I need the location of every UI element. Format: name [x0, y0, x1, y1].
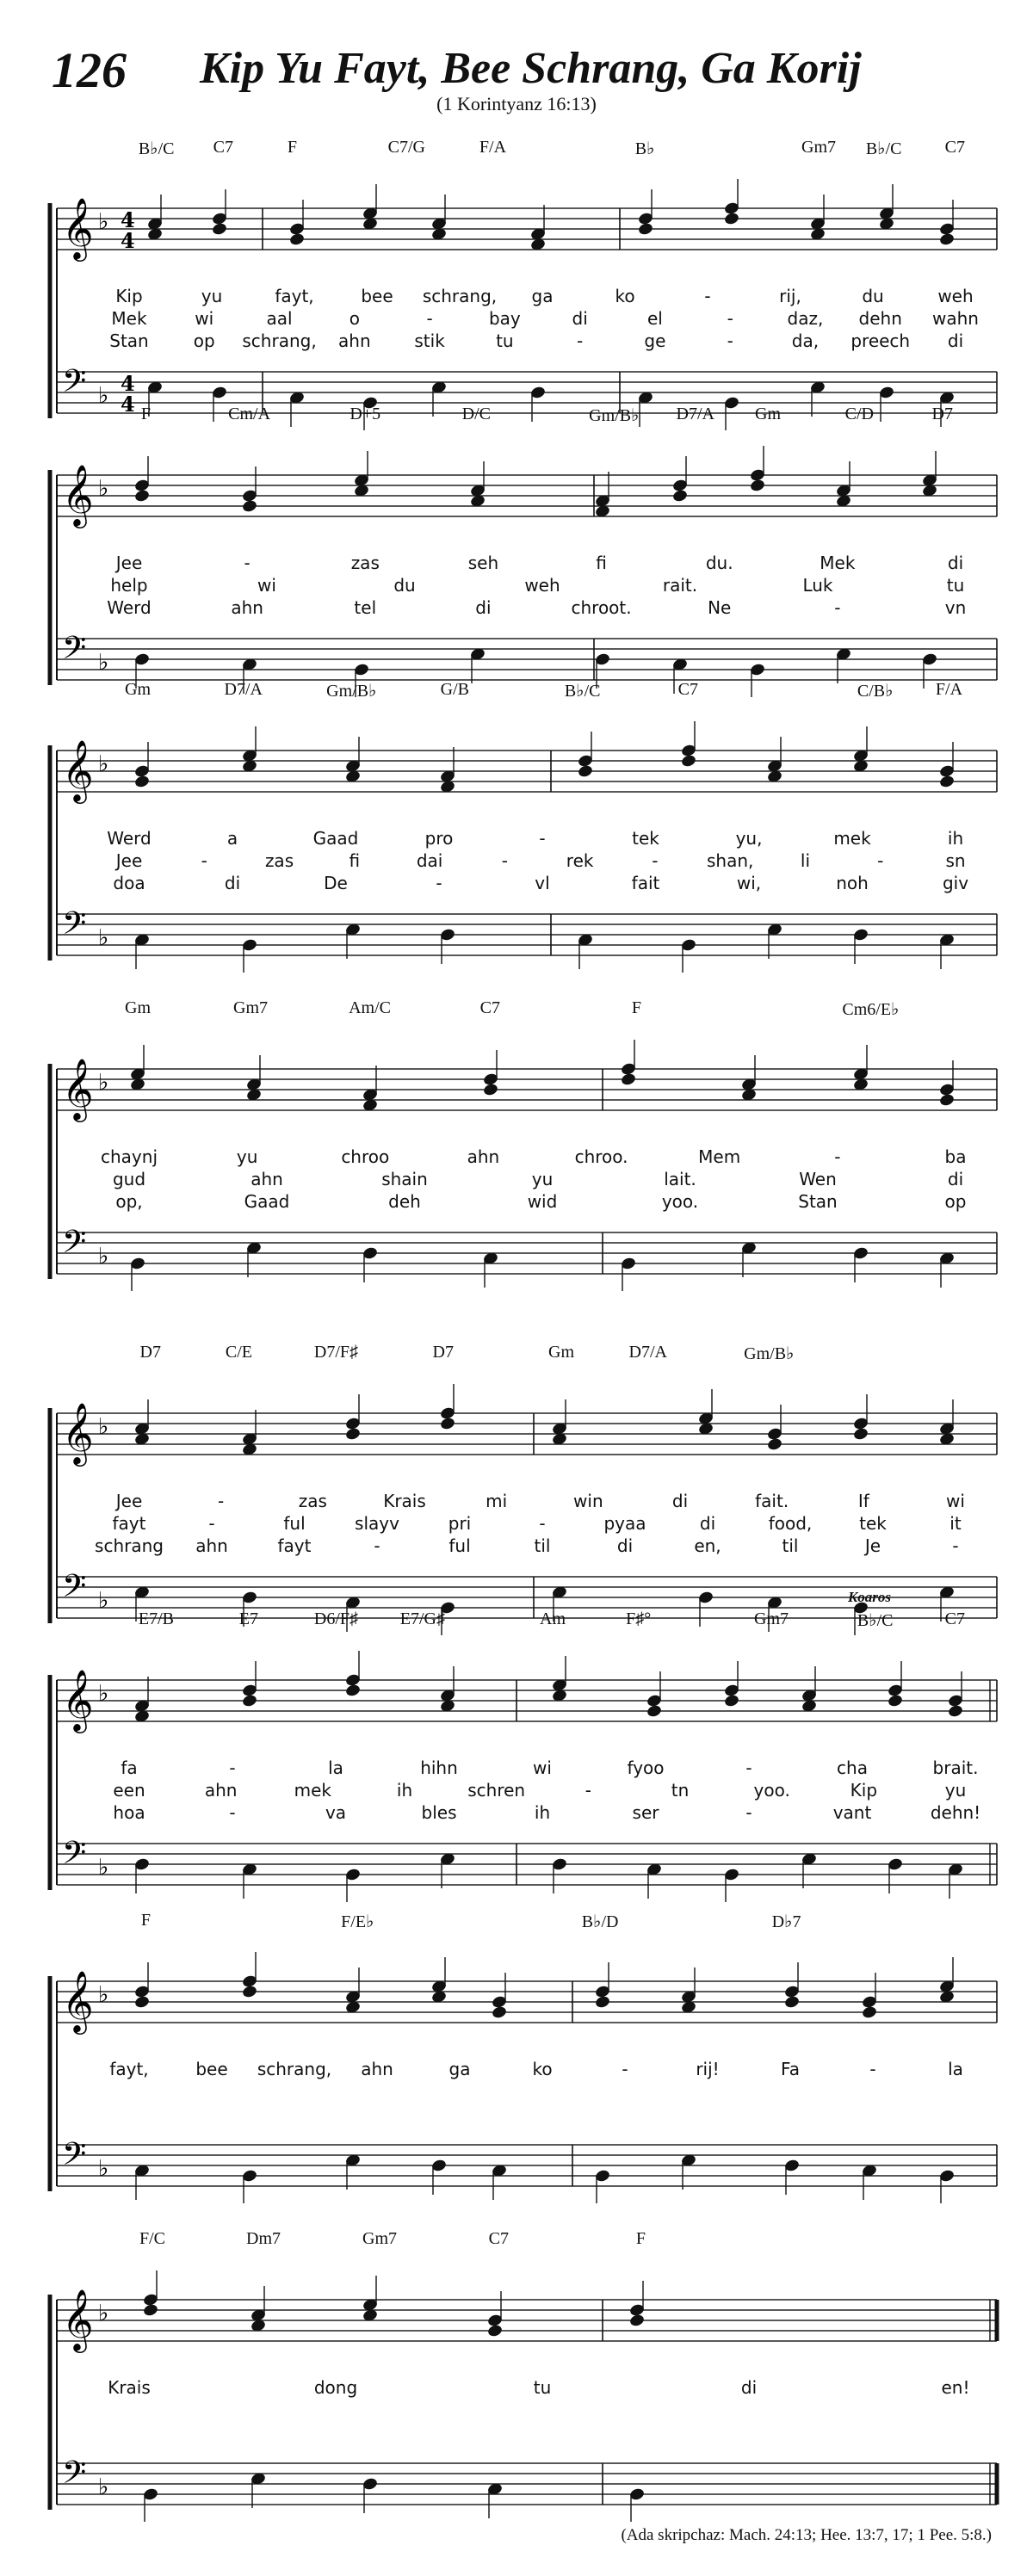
lyric-syllable: bee: [195, 2059, 228, 2079]
lyric-syllable: chroo: [341, 1146, 390, 1167]
lyric-syllable: la: [948, 2059, 963, 2079]
lyric-syllable: Werd: [107, 597, 152, 618]
lyric-syllable: Kip: [115, 286, 143, 306]
lyric-syllable: wi: [257, 575, 276, 596]
chord-symbol: Gm/B♭: [589, 406, 640, 425]
lyric-syllable: fayt,: [109, 2059, 149, 2079]
lyric-syllable: bee: [361, 286, 393, 306]
lyric-syllable: dehn!: [930, 1802, 981, 1823]
chord-symbol: Gm7: [233, 998, 268, 1017]
scripture-reference: (1 Korintyanz 16:13): [436, 93, 597, 114]
key-signature-flat-icon: ♭: [98, 209, 109, 235]
chord-symbol: B♭/C: [564, 682, 601, 701]
treble-clef-icon: 𝄞: [62, 196, 94, 259]
lyric-syllable: tek: [859, 1513, 887, 1534]
music-system: [0, 405, 1033, 680]
lyric-syllable: fa: [121, 1757, 138, 1778]
time-signature-top: 4: [121, 207, 135, 232]
key-signature-flat-icon: ♭: [98, 1681, 109, 1707]
chord-symbol: C7: [488, 2229, 510, 2248]
lyric-syllable: help: [110, 575, 148, 596]
lyric-syllable: De: [324, 873, 348, 893]
lyric-syllable: va: [325, 1802, 347, 1823]
lyric-syllable: dai: [416, 850, 443, 871]
staff-system-drawing: [0, 405, 1033, 697]
lyric-syllable: op: [193, 330, 215, 351]
chord-symbol: Gm7: [754, 1609, 789, 1628]
bass-clef-icon: 𝄢: [62, 905, 87, 949]
lyric-syllable: Ne: [708, 597, 732, 618]
lyric-syllable: yu: [236, 1146, 258, 1167]
lyric-syllable: ahn: [204, 1780, 238, 1801]
lyric-syllable: -: [745, 1757, 752, 1778]
staff-system-drawing: [0, 138, 1033, 430]
lyric-syllable: di: [616, 1535, 634, 1556]
music-system: [0, 680, 1033, 955]
chord-symbol: F/A: [479, 138, 507, 157]
key-signature-flat-icon: ♭: [98, 650, 109, 676]
lyric-syllable: -: [952, 1535, 959, 1556]
chord-symbol: D7: [139, 1343, 162, 1362]
lyric-syllable: zas: [350, 553, 380, 573]
lyric-syllable: vant: [832, 1802, 872, 1823]
lyric-syllable: schrang: [95, 1535, 164, 1556]
chord-symbol: B♭/C: [865, 139, 902, 158]
lyric-syllable: Je: [864, 1535, 881, 1556]
chord-symbol: C7: [944, 138, 966, 157]
lyric-syllable: -: [877, 850, 884, 871]
hymn-number: 126: [52, 42, 127, 98]
lyric-syllable: preech: [851, 330, 911, 351]
lyric-syllable: rij!: [696, 2059, 720, 2079]
chord-symbol: C7/G: [387, 138, 426, 157]
lyric-syllable: tek: [632, 828, 659, 849]
lyric-syllable: deh: [388, 1191, 421, 1212]
lyric-syllable: wi: [195, 308, 214, 329]
lyric-syllable: shain: [381, 1169, 428, 1189]
lyric-syllable: Wen: [799, 1169, 837, 1189]
lyric-syllable: -: [426, 308, 433, 329]
lyric-syllable: ahn: [195, 1535, 228, 1556]
lyric-syllable: Krais: [108, 2377, 151, 2398]
lyric-syllable: weh: [524, 575, 560, 596]
lyric-syllable: daz,: [787, 308, 824, 329]
chord-symbol: C/D: [844, 405, 875, 423]
lyric-syllable: Fa: [781, 2059, 800, 2079]
lyric-syllable: wi,: [736, 873, 762, 893]
key-signature-flat-icon: ♭: [98, 1588, 109, 1614]
key-signature-flat-icon: ♭: [98, 2156, 109, 2182]
lyric-syllable: ful: [283, 1513, 306, 1534]
chord-symbol: C7: [479, 998, 501, 1017]
treble-clef-icon: 𝄞: [62, 1668, 94, 1731]
chord-symbol: B♭/C: [138, 139, 175, 158]
time-signature-bottom: 4: [121, 392, 135, 417]
lyric-syllable: tel: [354, 597, 377, 618]
lyric-syllable: yu: [201, 286, 223, 306]
key-signature-flat-icon: ♭: [98, 925, 109, 951]
lyric-syllable: giv: [942, 873, 969, 893]
staff-system-drawing: [0, 998, 1033, 1291]
lyric-syllable: di: [671, 1491, 689, 1511]
lyric-syllable: yoo.: [661, 1191, 699, 1212]
chord-symbol: G/B: [440, 680, 470, 699]
treble-clef-icon: 𝄞: [62, 1057, 94, 1120]
lyric-syllable: pro: [424, 828, 454, 849]
lyric-syllable: If: [857, 1491, 869, 1511]
chord-symbol: Gm/B♭: [744, 1344, 795, 1363]
lyric-syllable: Gaad: [312, 828, 359, 849]
lyric-syllable: -: [834, 1146, 841, 1167]
lyric-syllable: Stan: [109, 330, 149, 351]
lyric-syllable: ser: [632, 1802, 659, 1823]
lyric-syllable: di: [740, 2377, 758, 2398]
music-system: [0, 1589, 1033, 1885]
lyric-syllable: rek: [566, 850, 594, 871]
lyric-syllable: ba: [944, 1146, 967, 1167]
bass-clef-icon: 𝄢: [62, 1224, 87, 1268]
lyric-syllable: schren: [467, 1780, 526, 1801]
lyric-syllable: fi: [349, 850, 361, 871]
lyric-syllable: en!: [941, 2377, 970, 2398]
lyric-syllable: ko: [532, 2059, 553, 2079]
chord-symbol: Dm7: [246, 2229, 281, 2248]
treble-clef-icon: 𝄞: [62, 463, 94, 526]
lyric-syllable: een: [113, 1780, 145, 1801]
chord-symbol: C7: [677, 680, 699, 699]
chord-symbol: Gm: [548, 1343, 574, 1362]
lyric-syllable: -: [208, 1513, 215, 1534]
lyric-syllable: ih: [534, 1802, 551, 1823]
lyric-syllable: Jee: [115, 850, 143, 871]
lyric-syllable: fyoo: [627, 1757, 665, 1778]
chord-symbol: E7/B: [138, 1609, 175, 1628]
lyric-syllable: til: [782, 1535, 799, 1556]
lyric-syllable: fayt,: [275, 286, 314, 306]
lyric-syllable: di: [947, 553, 964, 573]
lyric-syllable: mek: [294, 1780, 332, 1801]
lyric-syllable: wi: [533, 1757, 552, 1778]
chord-symbol: Gm7: [362, 2229, 397, 2248]
chord-symbol: Gm7: [801, 138, 836, 157]
lyric-syllable: di: [947, 1169, 964, 1189]
lyric-syllable: fayt: [277, 1535, 312, 1556]
lyric-syllable: ahn: [251, 1169, 283, 1189]
lyric-syllable: seh: [467, 553, 499, 573]
key-signature-flat-icon: ♭: [98, 751, 109, 777]
lyric-syllable: -: [539, 1513, 546, 1534]
time-signature-bottom: 4: [121, 228, 135, 253]
key-signature-flat-icon: ♭: [98, 476, 109, 502]
lyric-syllable: zas: [298, 1491, 327, 1511]
lyric-syllable: Krais: [383, 1491, 426, 1511]
lyric-syllable: ahn: [338, 330, 371, 351]
lyric-syllable: -: [745, 1802, 752, 1823]
chord-symbol: B♭/D: [581, 1912, 619, 1931]
chord-symbol: F: [140, 1911, 152, 1930]
chord-symbol: F: [287, 138, 298, 157]
chord-symbol: E7: [238, 1609, 258, 1628]
chord-symbol: F: [140, 405, 152, 423]
lyric-syllable: Mek: [111, 308, 147, 329]
key-signature-flat-icon: ♭: [98, 383, 109, 409]
music-system: [0, 1343, 1033, 1618]
lyric-syllable: schrang,: [422, 286, 498, 306]
lyric-syllable: -: [229, 1802, 236, 1823]
bass-clef-icon: 𝄢: [62, 363, 87, 407]
lyric-syllable: cha: [837, 1757, 868, 1778]
music-system: [0, 1911, 1033, 2186]
lyric-syllable: ahn: [231, 597, 263, 618]
lyric-syllable: rij,: [779, 286, 801, 306]
lyric-syllable: yu: [944, 1780, 967, 1801]
lyric-syllable: rait.: [662, 575, 698, 596]
lyric-syllable: wi: [946, 1491, 965, 1511]
lyric-syllable: di: [699, 1513, 716, 1534]
lyric-syllable: da,: [791, 330, 820, 351]
lyric-syllable: aal: [266, 308, 293, 329]
lyric-syllable: -: [869, 2059, 876, 2079]
bass-clef-icon: 𝄢: [62, 1568, 87, 1612]
lyric-syllable: win: [573, 1491, 603, 1511]
lyric-syllable: tn: [671, 1780, 690, 1801]
lyric-syllable: Mem: [698, 1146, 741, 1167]
lyric-syllable: chroo.: [574, 1146, 628, 1167]
lyric-syllable: -: [229, 1757, 236, 1778]
lyric-syllable: mi: [486, 1491, 508, 1511]
lyric-syllable: dehn: [858, 308, 902, 329]
bass-clef-icon: 𝄢: [62, 630, 87, 674]
lyric-syllable: hihn: [420, 1757, 458, 1778]
lyric-syllable: ga: [448, 2059, 471, 2079]
treble-clef-icon: 𝄞: [62, 1969, 94, 2032]
lyric-syllable: -: [201, 850, 207, 871]
lyric-syllable: Mek: [820, 553, 856, 573]
lyric-syllable: fait: [631, 873, 660, 893]
bass-clef-icon: 𝄢: [62, 2455, 87, 2499]
key-signature-flat-icon: ♭: [98, 1070, 109, 1096]
lyric-syllable: doa: [113, 873, 145, 893]
staff-system-drawing: [0, 1911, 1033, 2203]
lyric-syllable: bay: [488, 308, 521, 329]
lyric-syllable: chaynj: [101, 1146, 158, 1167]
lyric-syllable: ko: [615, 286, 635, 306]
lyric-syllable: ih: [947, 828, 964, 849]
bass-clef-icon: 𝄢: [62, 1835, 87, 1879]
chord-symbol: D7/A: [628, 1343, 668, 1362]
key-signature-flat-icon: ♭: [98, 2474, 109, 2500]
chord-symbol: F/C: [139, 2229, 166, 2248]
chord-symbol: Cm6/E♭: [842, 1000, 900, 1019]
lyric-syllable: di: [224, 873, 241, 893]
music-system: [0, 998, 1033, 1274]
lyric-syllable: Werd: [107, 828, 152, 849]
lyric-syllable: tu: [946, 575, 965, 596]
chorus-marking: Koaros: [847, 1589, 892, 1605]
lyric-syllable: chroot.: [571, 597, 632, 618]
chord-symbol: B♭: [634, 139, 655, 158]
lyric-syllable: di: [947, 330, 964, 351]
lyric-syllable: a: [226, 828, 238, 849]
lyric-syllable: Gaad: [244, 1191, 290, 1212]
lyric-syllable: en,: [694, 1535, 721, 1556]
lyric-syllable: -: [244, 553, 251, 573]
chord-symbol: Gm: [755, 405, 781, 423]
lyric-syllable: el: [646, 308, 663, 329]
lyric-syllable: op: [944, 1191, 967, 1212]
lyric-syllable: -: [218, 1491, 225, 1511]
lyric-syllable: ahn: [467, 1146, 500, 1167]
lyric-syllable: -: [727, 308, 733, 329]
bass-clef-icon: 𝄢: [62, 2136, 87, 2180]
music-system: [0, 2229, 1033, 2505]
lyric-syllable: wahn: [932, 308, 979, 329]
lyric-syllable: brait.: [932, 1757, 979, 1778]
chord-symbol: F♯°: [626, 1609, 652, 1628]
key-signature-flat-icon: ♭: [98, 2301, 109, 2326]
lyric-syllable: wid: [527, 1191, 558, 1212]
key-signature-flat-icon: ♭: [98, 1414, 109, 1440]
staff-system-drawing: [0, 2229, 1033, 2522]
lyric-syllable: ahn: [361, 2059, 393, 2079]
lyric-syllable: dong: [313, 2377, 358, 2398]
treble-clef-icon: 𝄞: [62, 738, 94, 801]
lyric-syllable: pri: [448, 1513, 472, 1534]
lyric-syllable: pyaa: [603, 1513, 646, 1534]
staff-system-drawing: [0, 680, 1033, 973]
lyric-syllable: -: [704, 286, 711, 306]
footer-scripture-references: (Ada skripchaz: Mach. 24:13; Hee. 13:7, 17; 1 Pee. 5:8.): [621, 2526, 992, 2544]
chord-symbol: Am/C: [349, 998, 392, 1017]
lyric-syllable: -: [727, 330, 733, 351]
lyric-syllable: -: [436, 873, 442, 893]
chord-symbol: F: [635, 2229, 646, 2248]
chord-symbol: C7: [944, 1609, 966, 1628]
lyric-syllable: it: [949, 1513, 962, 1534]
lyric-syllable: weh: [937, 286, 974, 306]
lyric-syllable: du: [862, 286, 884, 306]
chord-symbol: Gm: [125, 998, 151, 1017]
lyric-syllable: yu: [531, 1169, 554, 1189]
chord-symbol: C/B♭: [857, 682, 894, 701]
chord-symbol: D♭7: [771, 1912, 801, 1931]
lyric-syllable: li: [800, 850, 811, 871]
lyric-syllable: -: [652, 850, 659, 871]
lyric-syllable: yoo.: [753, 1780, 790, 1801]
chord-symbol: D+5: [349, 405, 381, 423]
lyric-syllable: o: [349, 308, 360, 329]
lyric-syllable: gud: [112, 1169, 146, 1189]
lyric-syllable: ga: [531, 286, 554, 306]
lyric-syllable: Jee: [115, 553, 143, 573]
lyric-syllable: -: [585, 1780, 591, 1801]
treble-clef-icon: 𝄞: [62, 1401, 94, 1464]
chord-symbol: D7/A: [676, 405, 715, 423]
chord-symbol: Gm: [125, 680, 151, 699]
chord-symbol: F: [631, 998, 642, 1017]
chord-symbol: Am: [540, 1609, 566, 1628]
lyric-syllable: -: [374, 1535, 380, 1556]
lyric-syllable: slayv: [355, 1513, 399, 1534]
chord-symbol: D7/A: [224, 680, 263, 699]
chord-symbol: D6/F♯: [313, 1609, 359, 1628]
lyric-syllable: sn: [945, 850, 966, 871]
lyric-syllable: schrang,: [242, 330, 317, 351]
lyric-syllable: tu: [533, 2377, 552, 2398]
lyric-syllable: fi: [596, 553, 607, 573]
lyric-syllable: -: [501, 850, 508, 871]
lyric-syllable: bles: [421, 1802, 457, 1823]
lyric-syllable: vn: [944, 597, 967, 618]
key-signature-flat-icon: ♭: [98, 1244, 109, 1269]
treble-clef-icon: 𝄞: [62, 2288, 94, 2351]
key-signature-flat-icon: ♭: [98, 1982, 109, 2008]
lyric-syllable: -: [622, 2059, 628, 2079]
lyric-syllable: fayt: [112, 1513, 146, 1534]
lyric-syllable: mek: [833, 828, 871, 849]
lyric-syllable: op,: [115, 1191, 143, 1212]
lyric-syllable: stik: [414, 330, 445, 351]
lyric-syllable: food,: [768, 1513, 813, 1534]
chord-symbol: Cm/A: [228, 405, 271, 423]
lyric-syllable: du: [393, 575, 416, 596]
lyric-syllable: yu,: [735, 828, 763, 849]
chord-symbol: D7: [931, 405, 954, 423]
lyric-syllable: -: [577, 330, 584, 351]
lyric-syllable: di: [572, 308, 588, 329]
lyric-syllable: ih: [396, 1780, 413, 1801]
lyric-syllable: du.: [705, 553, 733, 573]
chord-symbol: Gm/B♭: [326, 682, 377, 701]
hymn-title: Kip Yu Fayt, Bee Schrang, Ga Korij: [200, 44, 862, 93]
chord-symbol: E7/G♯: [399, 1609, 445, 1628]
lyric-syllable: noh: [836, 873, 869, 893]
lyric-syllable: di: [475, 597, 492, 618]
lyric-syllable: Stan: [798, 1191, 838, 1212]
chord-symbol: F/A: [935, 680, 963, 699]
lyric-syllable: ge: [644, 330, 666, 351]
lyric-syllable: Kip: [850, 1780, 878, 1801]
lyric-syllable: tu: [496, 330, 514, 351]
lyric-syllable: lait.: [664, 1169, 696, 1189]
lyric-syllable: vl: [535, 873, 550, 893]
lyric-syllable: ful: [448, 1535, 471, 1556]
lyric-syllable: hoa: [113, 1802, 145, 1823]
staff-system-drawing: [0, 1609, 1033, 1902]
chord-symbol: D7: [432, 1343, 455, 1362]
lyric-syllable: schrang,: [257, 2059, 332, 2079]
lyric-syllable: Jee: [115, 1491, 143, 1511]
key-signature-flat-icon: ♭: [98, 1855, 109, 1881]
chord-symbol: D7/F♯: [313, 1343, 359, 1362]
chord-symbol: C7: [213, 138, 234, 157]
time-signature-top: 4: [121, 371, 135, 396]
lyric-syllable: -: [539, 828, 546, 849]
lyric-syllable: fait.: [755, 1491, 789, 1511]
lyric-syllable: -: [834, 597, 841, 618]
chord-symbol: C/E: [225, 1343, 253, 1362]
lyric-syllable: la: [328, 1757, 343, 1778]
lyric-syllable: shan,: [706, 850, 754, 871]
chord-symbol: B♭/C: [857, 1611, 894, 1630]
chord-symbol: F/E♭: [341, 1912, 374, 1931]
lyric-syllable: Luk: [802, 575, 833, 596]
lyric-syllable: zas: [264, 850, 294, 871]
chord-symbol: D/C: [461, 405, 492, 423]
lyric-syllable: til: [534, 1535, 551, 1556]
